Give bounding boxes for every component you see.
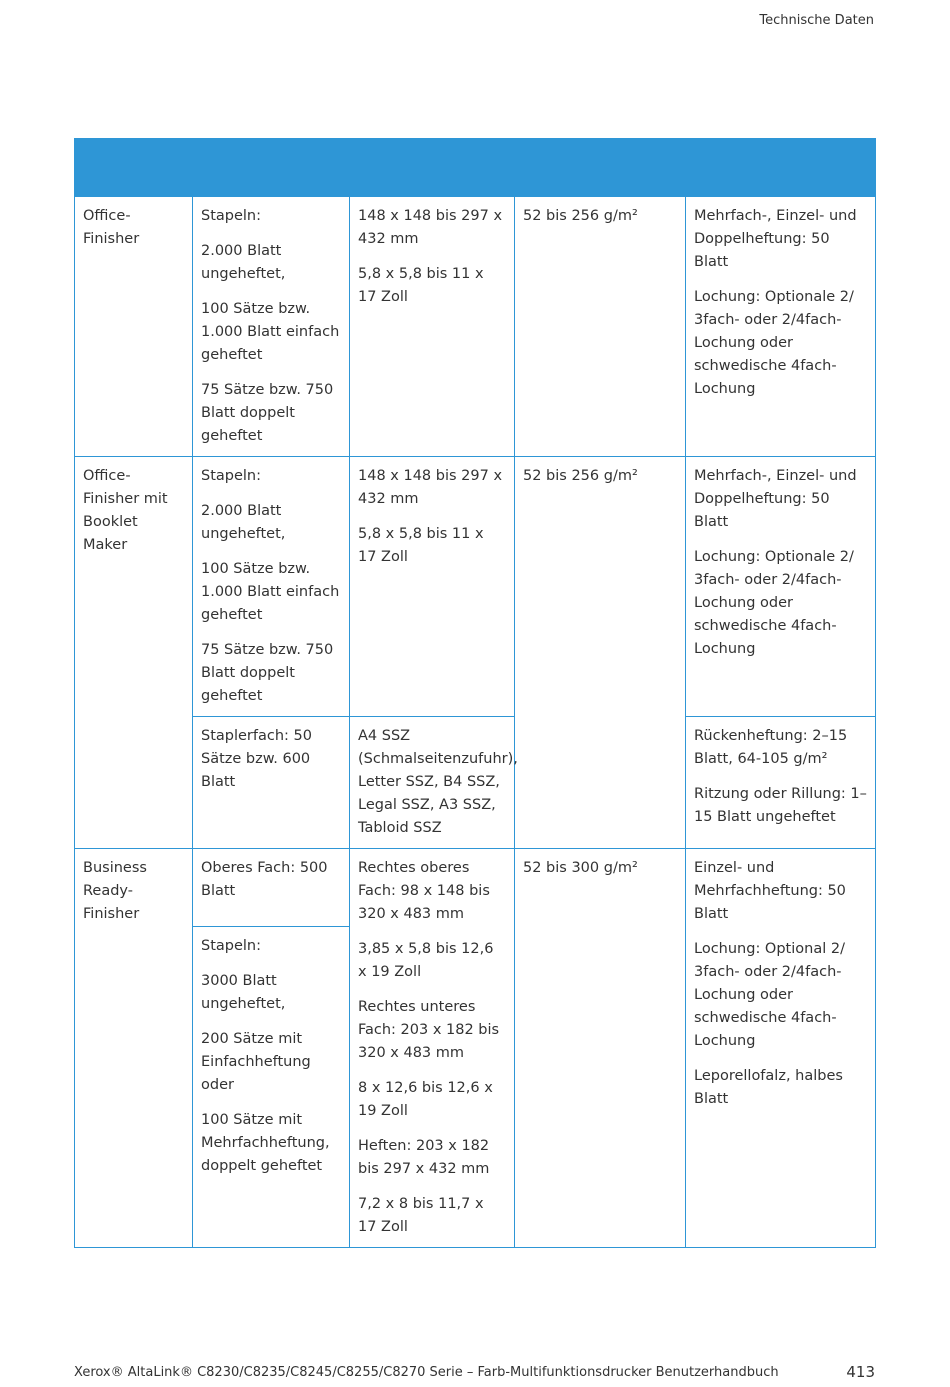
features-cell: Mehrfach-, Einzel- und Doppelheftung: 50 Blatt Lochung: Optionale 2/ 3fach- oder 2/4fach-Lochung oder schwedische 4fach-Lochung [686,457,876,717]
weight-cell: 52 bis 300 g/m² [515,849,686,1248]
capacity-cell: Stapeln: 2.000 Blatt ungeheftet, 100 Sätze bzw. 1.000 Blatt einfach geheftet 75 Sätze bzw. 750 Blatt doppelt geheftet [193,197,350,457]
weight-cell: 52 bis 256 g/m² [515,197,686,457]
capacity-cell: Stapeln: 3000 Blatt ungeheftet, 200 Sätze mit Einfachheftung oder 100 Sätze mit Mehrfachheftung, doppelt geheftet [193,926,350,1247]
size-cell: 148 x 148 bis 297 x 432 mm 5,8 x 5,8 bis 11 x 17 Zoll [350,457,515,717]
page-number: 413 [846,1363,875,1381]
tray-capacity-cell: Staplerfach: 50 Sätze bzw. 600 Blatt [193,717,350,849]
table-row [75,717,876,849]
tray-size-cell: A4 SSZ (Schmalseitenzufuhr), Letter SSZ, B4 SSZ, Legal SSZ, A3 SSZ, Tabloid SSZ [350,717,515,849]
features-cell: Mehrfach-, Einzel- und Doppelheftung: 50 Blatt Lochung: Optionale 2/ 3fach- oder 2/4fach-Lochung oder schwedische 4fach-Lochung [686,197,876,457]
finisher-name: Office-Finisher mit Booklet Maker [75,457,193,849]
finisher-name: Business Ready-Finisher [75,849,193,1248]
header-cell [686,139,876,197]
header-cell [193,139,350,197]
size-cell: Rechtes oberes Fach: 98 x 148 bis 320 x 483 mm 3,85 x 5,8 bis 12,6 x 19 Zoll Rechtes unteres Fach: 203 x 182 bis 320 x 483 mm 8 x 12,6 bis 12,6 x 19 Zoll Heften: 203 x 182 bis 297 x 432 mm 7,2 x 8 bis 11,7 x 17 Zoll [350,849,515,1248]
header-cell [350,139,515,197]
weight-cell: 52 bis 256 g/m² [515,457,686,849]
finisher-spec-table [74,138,876,1248]
finisher-name: Office-Finisher [75,197,193,457]
top-tray-cell: Oberes Fach: 500 Blatt [193,849,350,927]
features-cell: Einzel- und Mehrfachheftung: 50 Blatt Lochung: Optional 2/ 3fach- oder 2/4fach-Lochung oder schwedische 4fach-Lochung Leporellofalz, halbes Blatt [686,849,876,1248]
header-cell [515,139,686,197]
size-cell: 148 x 148 bis 297 x 432 mm 5,8 x 5,8 bis 11 x 17 Zoll [350,197,515,457]
manual-title: Xerox® AltaLink® C8230/C8235/C8245/C8255/C8270 Serie – Farb-Multifunktionsdrucker Benutzerhandbuch [74,1365,779,1380]
capacity-cell: Stapeln: 2.000 Blatt ungeheftet, 100 Sätze bzw. 1.000 Blatt einfach geheftet 75 Sätze bzw. 750 Blatt doppelt geheftet [193,457,350,717]
table-header-row [75,139,876,197]
tray-features-cell: Rückenheftung: 2–15 Blatt, 64-105 g/m² Ritzung oder Rillung: 1–15 Blatt ungeheftet [686,717,876,849]
header-cell [75,139,193,197]
table-row [75,197,876,457]
table-row [75,849,876,927]
table-row [75,457,876,717]
running-header: Technische Daten [759,13,874,28]
